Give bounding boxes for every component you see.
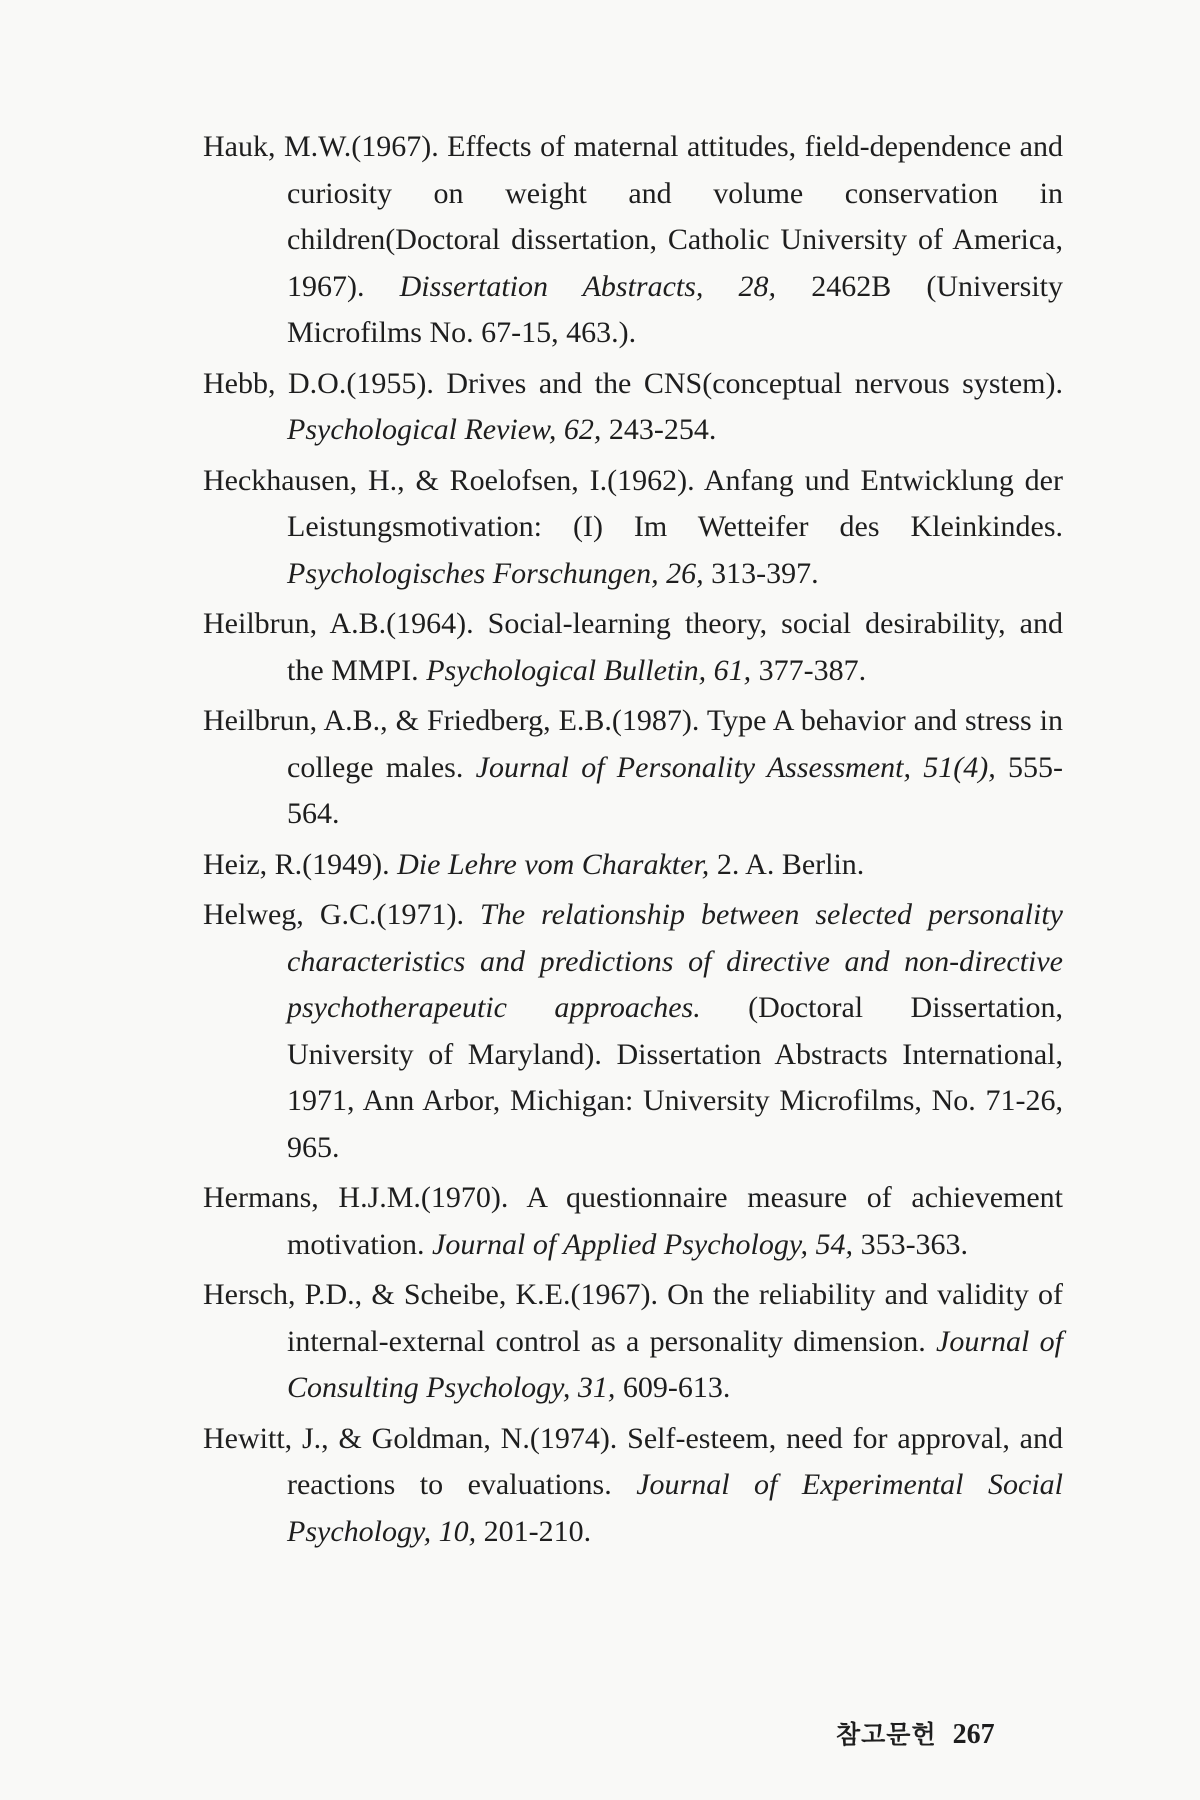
reference-entry: Heckhausen, H., & Roelofsen, I.(1962). Anfang und Entwicklung der Leistungsmotivation: (I) Im Wetteifer des Kleinkindes. Psychologisches Forschungen, 26, 313-397. bbox=[203, 463, 1063, 590]
reference-entry: Hermans, H.J.M.(1970). A questionnaire measure of achievement motivation. Journal of Applied Psychology, 54, 353-363. bbox=[203, 1181, 1063, 1261]
page-footer bbox=[836, 1718, 995, 1752]
reference-entry: Hebb, D.O.(1955). Drives and the CNS(conceptual nervous system). Psychological Review, 62, 243-254. bbox=[203, 366, 1063, 446]
page-number: 267 bbox=[952, 1719, 995, 1750]
reference-list bbox=[203, 124, 1063, 1559]
reference-entry: Hewitt, J., & Goldman, N.(1974). Self-esteem, need for approval, and reactions to evaluations. Journal of Experimental Social Psychology, 10, 201-210. bbox=[203, 1421, 1063, 1548]
section-title: 참고문헌 bbox=[836, 1720, 937, 1749]
reference-entry: Hersch, P.D., & Scheibe, K.E.(1967). On the reliability and validity of internal-external control as a personality dimension. Journal of Consulting Psychology, 31, 609-613. bbox=[203, 1278, 1063, 1404]
reference-entry: Hauk, M.W.(1967). Effects of maternal attitudes, field-dependence and curiosity on weight and volume conservation in children(Doctoral dissertation, Catholic University of America, 1967). Dissertation Abstracts, 28, 2462B (University Microfilms No. 67-15, 463.). bbox=[203, 130, 1063, 349]
reference-entry: Heiz, R.(1949). Die Lehre vom Charakter, 2. A. Berlin. bbox=[203, 847, 865, 881]
reference-entry: Heilbrun, A.B.(1964). Social-learning theory, social desirability, and the MMPI. Psychological Bulletin, 61, 377-387. bbox=[203, 607, 1063, 687]
reference-entry: Helweg, G.C.(1971). The relationship between selected personality characteristics and predictions of directive and non-directive psychotherapeutic approaches. (Doctoral Dissertation, University of Maryland). Dissertation Abstracts International, 1971, Ann Arbor, Michigan: University Microfilms, No. 71-26, 965. bbox=[203, 898, 1063, 1164]
reference-entry: Heilbrun, A.B., & Friedberg, E.B.(1987). Type A behavior and stress in college males. Journal of Personality Assessment, 51(4), 555-564. bbox=[203, 704, 1063, 830]
